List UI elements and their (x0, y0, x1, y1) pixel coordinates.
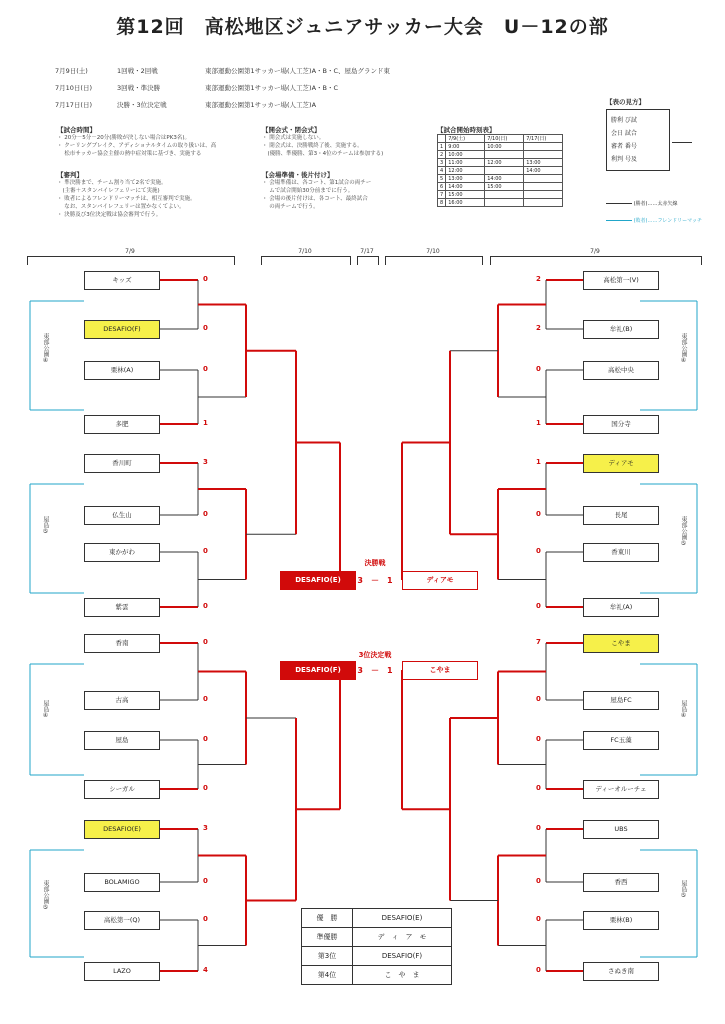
right-team: 香東川 (583, 543, 659, 562)
right-team: 屋島FC (583, 691, 659, 710)
note-line: ・ 準決勝まで、チーム割り当て2名で実施。 (57, 180, 167, 186)
note-line: ・ 決勝及び3位決定戦は協会審判で行う。 (57, 212, 162, 218)
note-line: 松市サッカー協会主催の熱中症対策に基づき、実施する (57, 151, 202, 157)
note-line: なお、スタンバイレフェリーは置かなくてよい。 (57, 204, 185, 210)
note-line: ・ 閉会式は、決勝戦終了後、実施する。 (262, 143, 363, 149)
note-line: ・ 敗者によるフレンドリーマッチは、相互審判で実施。 (57, 196, 196, 202)
table-header: 7/9(土) (446, 135, 485, 143)
right-team: 牟礼(A) (583, 598, 659, 617)
schedule-round: 決勝・3位決定戦 (117, 101, 167, 109)
friendly-label: 東部公園④ (680, 333, 687, 364)
left-score: 0 (203, 915, 208, 923)
left-score: 0 (203, 602, 208, 610)
friendly-label: 屋島④ (42, 700, 49, 719)
schedule-round: 1回戦・2回戦 (117, 67, 158, 75)
note-line: の両チームで行う。 (262, 204, 319, 210)
left-score: 0 (203, 275, 208, 283)
left-score: 0 (203, 695, 208, 703)
schedule-venue: 東部運動公園第1サッカー場(人工芝)A・B・C (205, 84, 339, 92)
right-score: 1 (536, 419, 541, 427)
legend-line: 利判 号及 (611, 156, 637, 163)
right-score: 7 (536, 638, 541, 646)
right-team: こやま (583, 634, 659, 653)
friendly-label: 屋島④ (680, 700, 687, 719)
table-row: 準優勝 デ ィ ア モ (302, 928, 452, 947)
kickoff-table-heading: 【試合開始時刻表】 (437, 126, 496, 134)
date-label: 7/10 (426, 248, 440, 255)
left-team: BOLAMIGO (84, 873, 160, 892)
legend-winner: (勝者)……太赤矢線 (606, 200, 716, 207)
note-line: ムで試合開始30分前までに行う。 (262, 188, 354, 194)
table-row: 8 16:00 (438, 199, 563, 207)
right-team: 高松中央 (583, 361, 659, 380)
date-label: 7/10 (298, 248, 312, 255)
left-team: シーガル (84, 780, 160, 799)
right-score: 1 (536, 458, 541, 466)
left-score: 0 (203, 547, 208, 555)
third-left-team: DESAFIO(F) (280, 661, 356, 680)
friendly-label: 東部公園④ (42, 333, 49, 364)
left-score: 3 (203, 458, 208, 466)
table-row: 5 13:00 14:00 (438, 175, 563, 183)
table-header: 7/10(日) (485, 135, 524, 143)
right-team: 香西 (583, 873, 659, 892)
left-score: 0 (203, 784, 208, 792)
schedule-date: 7月9日(土) (55, 67, 88, 75)
friendly-label: 屋島⑤ (42, 516, 49, 535)
left-team: 多肥 (84, 415, 160, 434)
table-row: 6 14:00 15:00 (438, 183, 563, 191)
left-team: 仏生山 (84, 506, 160, 525)
right-score: 0 (536, 915, 541, 923)
left-score: 0 (203, 735, 208, 743)
left-score: 0 (203, 877, 208, 885)
right-score: 0 (536, 602, 541, 610)
notes-heading: 【試合時間】 (57, 126, 96, 134)
right-team: ディアモ (583, 454, 659, 473)
left-score: 4 (203, 966, 208, 974)
right-team: 牟礼(B) (583, 320, 659, 339)
note-line: ・ 20分－5分－20分(勝敗が決しない場合はPK3名)。 (57, 135, 190, 141)
note-line: ・ 会場準備は、各コート、第1試合の両チー (262, 180, 372, 186)
note-line: ・ 開会式は実施しない。 (262, 135, 325, 141)
right-score: 0 (536, 966, 541, 974)
final-left-team: DESAFIO(E) (280, 571, 356, 590)
left-team: 古高 (84, 691, 160, 710)
left-team: 栗林(A) (84, 361, 160, 380)
notes-heading: 【会場準備・後片付け】 (262, 171, 334, 179)
left-score: 1 (203, 419, 208, 427)
left-team: LAZO (84, 962, 160, 981)
right-score: 0 (536, 510, 541, 518)
left-team: キッズ (84, 271, 160, 290)
final-label: 決勝戦 (364, 559, 386, 567)
left-score: 0 (203, 365, 208, 373)
final-right-team: ディアモ (402, 571, 478, 590)
note-line: (主審＋スタンバイレフェリーにて実施) (57, 188, 160, 194)
friendly-label: 東部公園⑤ (680, 516, 687, 547)
left-team: DESAFIO(F) (84, 320, 160, 339)
table-row: 2 10:00 (438, 151, 563, 159)
left-team: 香南 (84, 634, 160, 653)
right-team: さぬき南 (583, 962, 659, 981)
left-score: 3 (203, 824, 208, 832)
left-team: 高松第一(Q) (84, 911, 160, 930)
table-row: 4 12:00 14:00 (438, 167, 563, 175)
right-score: 0 (536, 824, 541, 832)
table-row: 第3位 DESAFIO(F) (302, 947, 452, 966)
right-score: 0 (536, 365, 541, 373)
table-row: 3 11:00 12:00 13:00 (438, 159, 563, 167)
left-team: DESAFIO(E) (84, 820, 160, 839)
left-score: 0 (203, 638, 208, 646)
right-team: ディーオルーチェ (583, 780, 659, 799)
left-team: 香川町 (84, 454, 160, 473)
date-label: 7/9 (590, 248, 600, 255)
table-row: 7 15:00 (438, 191, 563, 199)
right-team: 国分寺 (583, 415, 659, 434)
table-row: 優 勝 DESAFIO(E) (302, 909, 452, 928)
table-row: 1 9:00 10:00 (438, 143, 563, 151)
schedule-venue: 東部運動公園第1サッカー場(人工芝)A・B・C、屋島グランド東 (205, 67, 391, 75)
legend-heading: 【表の見方】 (606, 98, 645, 106)
note-line: ・ 会場の後片付けは、各コート、最終試合 (262, 196, 368, 202)
legend-line: 勝利 び試 (611, 117, 637, 124)
right-score: 0 (536, 877, 541, 885)
right-score: 0 (536, 695, 541, 703)
page-title: 第12回 高松地区ジュニアサッカー大会 U－12の部 (116, 16, 609, 38)
legend-line: 会日 試合 (611, 130, 637, 137)
right-score: 2 (536, 324, 541, 332)
schedule-date: 7月10日(日) (55, 84, 92, 92)
schedule-venue: 東部運動公園第1サッカー場(人工芝)A (205, 101, 317, 109)
left-team: 紫雲 (84, 598, 160, 617)
left-team: 屋島 (84, 731, 160, 750)
right-score: 0 (536, 547, 541, 555)
notes-heading: 【開会式・閉会式】 (262, 126, 321, 134)
right-score: 0 (536, 784, 541, 792)
note-line: ・ クーリングブレイク、アディショナルタイムの取り扱いは、高 (57, 143, 217, 149)
right-team: 栗林(B) (583, 911, 659, 930)
third-score: 3 － 1 (357, 666, 393, 675)
note-line: (優勝、準優勝、第3・4位のチームは参加する) (262, 151, 384, 157)
left-score: 0 (203, 510, 208, 518)
right-team: 高松第一(V) (583, 271, 659, 290)
date-label: 7/9 (125, 248, 135, 255)
schedule-round: 3回戦・準決勝 (117, 84, 161, 92)
date-label: 7/17 (360, 248, 374, 255)
right-score: 2 (536, 275, 541, 283)
right-team: FC玉藻 (583, 731, 659, 750)
legend-line: 審者 番号 (611, 143, 637, 150)
right-team: 長尾 (583, 506, 659, 525)
third-label: 3位決定戦 (358, 651, 392, 659)
left-score: 0 (203, 324, 208, 332)
right-score: 0 (536, 735, 541, 743)
friendly-label: 東部公園⑤ (42, 880, 49, 911)
right-team: UBS (583, 820, 659, 839)
table-row: 第4位 こ や ま (302, 966, 452, 985)
table-header: 7/17(日) (524, 135, 563, 143)
notes-heading: 【審判】 (57, 171, 83, 179)
results-table (301, 908, 452, 985)
third-right-team: こやま (402, 661, 478, 680)
schedule-date: 7月17日(日) (55, 101, 92, 109)
legend-friendly: (敗者)……フレンドリーマッチ (606, 217, 716, 224)
final-score: 3 － 1 (357, 576, 393, 585)
friendly-label: 屋島⑤ (680, 880, 687, 899)
left-team: 東かがわ (84, 543, 160, 562)
